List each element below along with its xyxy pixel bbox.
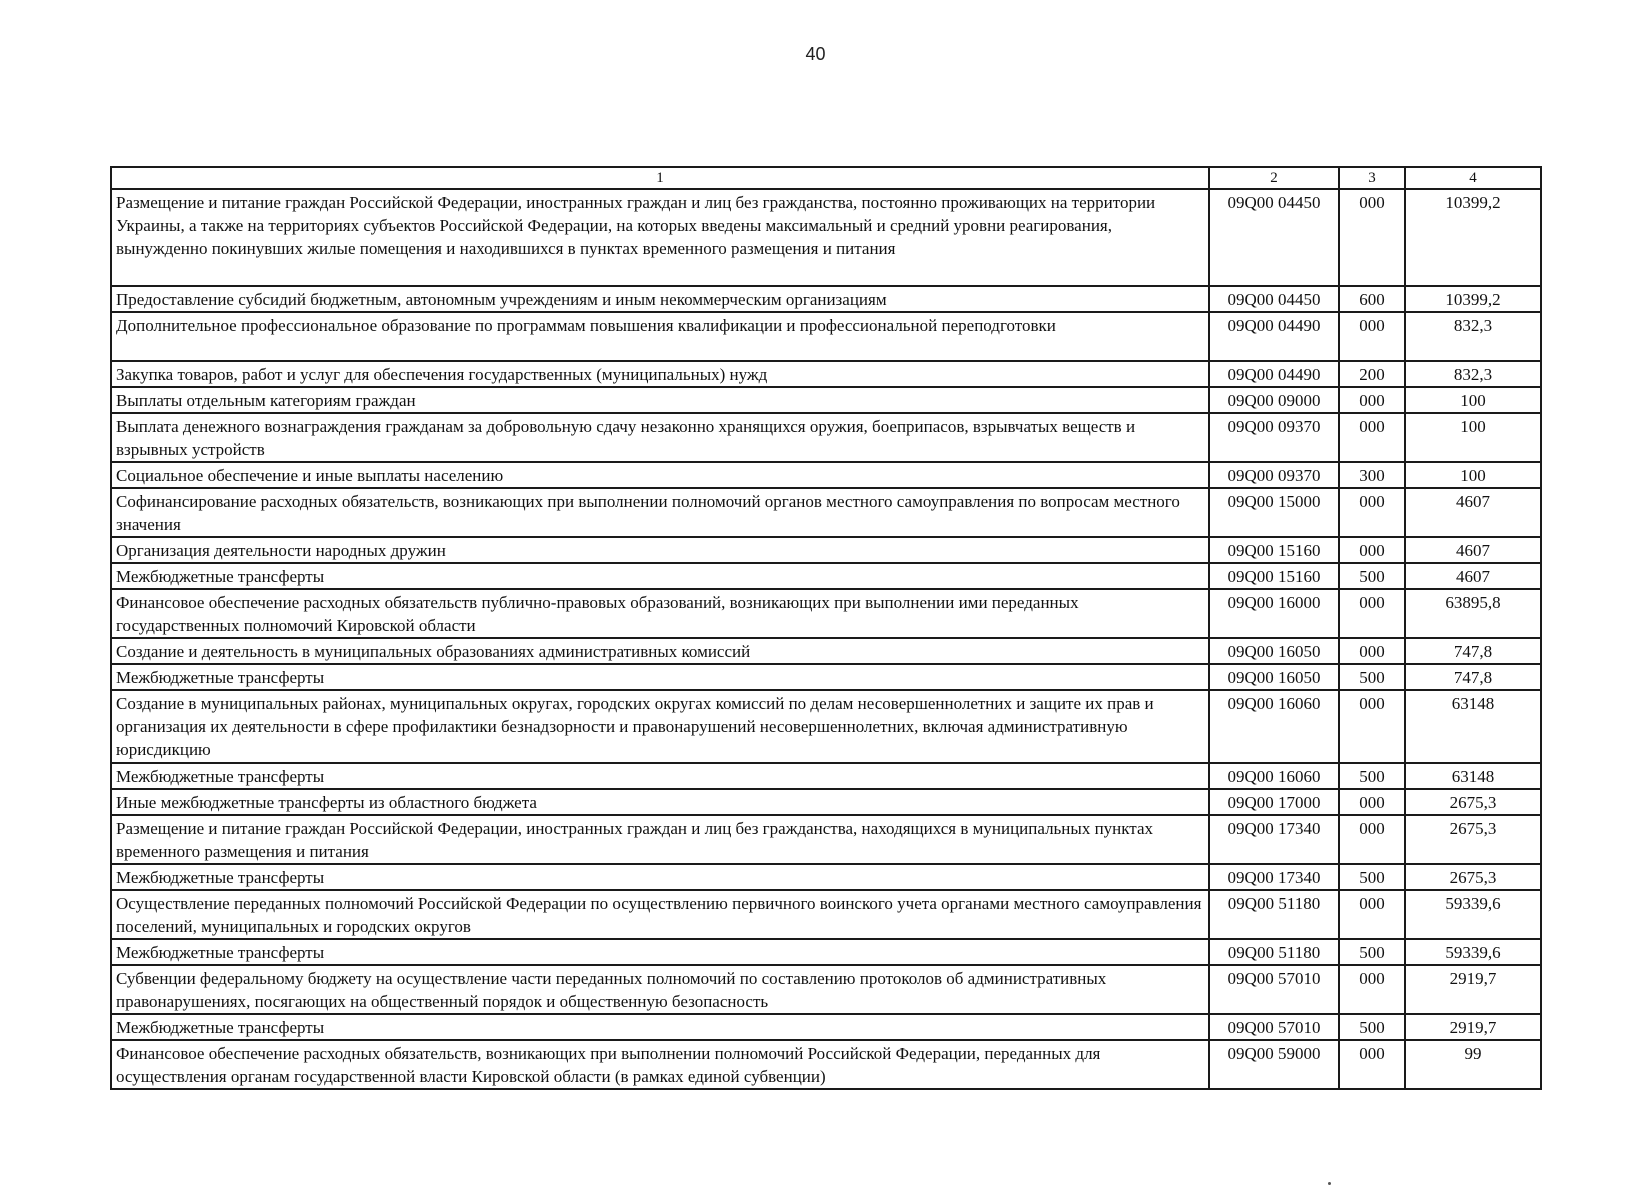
row-kind: 000	[1339, 537, 1405, 563]
row-code: 09Q00 15160	[1209, 563, 1339, 589]
row-amount: 100	[1405, 413, 1541, 462]
row-name: Межбюджетные трансферты	[111, 939, 1209, 965]
row-kind: 000	[1339, 690, 1405, 763]
table-row	[111, 815, 1541, 864]
table-row	[111, 537, 1541, 563]
header-col-3: 3	[1339, 167, 1405, 189]
table-row	[111, 387, 1541, 413]
row-amount: 832,3	[1405, 312, 1541, 361]
table-row	[111, 664, 1541, 690]
row-code: 09Q00 16000	[1209, 589, 1339, 638]
scan-speck	[1328, 1182, 1331, 1185]
row-code: 09Q00 17340	[1209, 815, 1339, 864]
row-name: Дополнительное профессиональное образование по программам повышения квалификации и профессиональной переподготовки	[111, 312, 1209, 361]
header-row	[111, 167, 1541, 189]
table-row	[111, 286, 1541, 312]
row-name: Социальное обеспечение и иные выплаты населению	[111, 462, 1209, 488]
row-name: Закупка товаров, работ и услуг для обеспечения государственных (муниципальных) нужд	[111, 361, 1209, 387]
row-code: 09Q00 04490	[1209, 361, 1339, 387]
row-kind: 500	[1339, 864, 1405, 890]
row-code: 09Q00 16050	[1209, 638, 1339, 664]
row-code: 09Q00 16050	[1209, 664, 1339, 690]
row-amount: 100	[1405, 462, 1541, 488]
row-code: 09Q00 09370	[1209, 413, 1339, 462]
row-code: 09Q00 17340	[1209, 864, 1339, 890]
row-code: 09Q00 57010	[1209, 1014, 1339, 1040]
table-row	[111, 462, 1541, 488]
budget-table-container	[110, 166, 1540, 1090]
row-kind: 000	[1339, 890, 1405, 939]
row-kind: 000	[1339, 312, 1405, 361]
row-kind: 600	[1339, 286, 1405, 312]
row-code: 09Q00 16060	[1209, 763, 1339, 789]
row-amount: 63148	[1405, 690, 1541, 763]
row-code: 09Q00 09370	[1209, 462, 1339, 488]
row-name: Организация деятельности народных дружин	[111, 537, 1209, 563]
row-kind: 300	[1339, 462, 1405, 488]
table-row	[111, 965, 1541, 1014]
row-name: Финансовое обеспечение расходных обязательств публично-правовых образований, возникающих при выполнении ими переданных государственных полномочий Кировской области	[111, 589, 1209, 638]
table-row	[111, 939, 1541, 965]
row-amount: 2919,7	[1405, 1014, 1541, 1040]
row-code: 09Q00 51180	[1209, 890, 1339, 939]
row-amount: 4607	[1405, 563, 1541, 589]
row-name: Субвенции федеральному бюджету на осуществление части переданных полномочий по составлению протоколов об административных правонарушениях, посягающих на общественный порядок и общественную безопасность	[111, 965, 1209, 1014]
row-code: 09Q00 59000	[1209, 1040, 1339, 1089]
row-kind: 000	[1339, 789, 1405, 815]
table-row	[111, 563, 1541, 589]
table-row	[111, 789, 1541, 815]
row-code: 09Q00 04450	[1209, 189, 1339, 286]
table-row	[111, 488, 1541, 537]
table-row	[111, 312, 1541, 361]
table-row	[111, 690, 1541, 763]
row-name: Межбюджетные трансферты	[111, 864, 1209, 890]
row-amount: 2675,3	[1405, 815, 1541, 864]
row-kind: 500	[1339, 939, 1405, 965]
row-name: Межбюджетные трансферты	[111, 664, 1209, 690]
table-row	[111, 1014, 1541, 1040]
row-code: 09Q00 15000	[1209, 488, 1339, 537]
table-row	[111, 763, 1541, 789]
row-code: 09Q00 16060	[1209, 690, 1339, 763]
row-amount: 2919,7	[1405, 965, 1541, 1014]
row-kind: 000	[1339, 488, 1405, 537]
header-col-2: 2	[1209, 167, 1339, 189]
row-kind: 000	[1339, 815, 1405, 864]
row-kind: 000	[1339, 638, 1405, 664]
row-name: Создание в муниципальных районах, муниципальных округах, городских округах комиссий по делам несовершеннолетних и защите их прав и организация их деятельности в сфере профилактики безнадзорности и правонарушений несовершеннолетних, включая административную юрисдикцию	[111, 690, 1209, 763]
row-name: Выплата денежного вознаграждения гражданам за добровольную сдачу незаконно хранящихся оружия, боеприпасов, взрывчатых веществ и взрывных устройств	[111, 413, 1209, 462]
row-name: Осуществление переданных полномочий Российской Федерации по осуществлению первичного воинского учета органами местного самоуправления поселений, муниципальных и городских округов	[111, 890, 1209, 939]
row-kind: 500	[1339, 664, 1405, 690]
row-kind: 000	[1339, 189, 1405, 286]
row-amount: 59339,6	[1405, 939, 1541, 965]
table-row	[111, 1040, 1541, 1089]
row-amount: 747,8	[1405, 664, 1541, 690]
row-kind: 000	[1339, 1040, 1405, 1089]
row-amount: 63895,8	[1405, 589, 1541, 638]
row-amount: 10399,2	[1405, 189, 1541, 286]
row-amount: 2675,3	[1405, 864, 1541, 890]
row-kind: 500	[1339, 563, 1405, 589]
row-code: 09Q00 04450	[1209, 286, 1339, 312]
row-kind: 000	[1339, 387, 1405, 413]
budget-table	[110, 166, 1542, 1090]
row-code: 09Q00 57010	[1209, 965, 1339, 1014]
row-amount: 100	[1405, 387, 1541, 413]
row-amount: 4607	[1405, 537, 1541, 563]
row-amount: 63148	[1405, 763, 1541, 789]
header-col-1: 1	[111, 167, 1209, 189]
row-kind: 000	[1339, 965, 1405, 1014]
row-amount: 832,3	[1405, 361, 1541, 387]
table-row	[111, 361, 1541, 387]
row-amount: 2675,3	[1405, 789, 1541, 815]
row-kind: 500	[1339, 1014, 1405, 1040]
row-name: Размещение и питание граждан Российской Федерации, иностранных граждан и лиц без гражданства, находящихся в муниципальных пунктах временного размещения и питания	[111, 815, 1209, 864]
row-name: Межбюджетные трансферты	[111, 763, 1209, 789]
row-code: 09Q00 17000	[1209, 789, 1339, 815]
row-code: 09Q00 04490	[1209, 312, 1339, 361]
row-amount: 4607	[1405, 488, 1541, 537]
row-amount: 10399,2	[1405, 286, 1541, 312]
table-row	[111, 413, 1541, 462]
row-amount: 59339,6	[1405, 890, 1541, 939]
row-kind: 000	[1339, 589, 1405, 638]
header-col-4: 4	[1405, 167, 1541, 189]
row-name: Размещение и питание граждан Российской Федерации, иностранных граждан и лиц без гражданства, постоянно проживающих на территории Украины, а также на территориях субъектов Российской Федерации, на которых введены максимальный и средний уровни реагирования, вынужденно покинувших жилые помещения и находившихся в пунктах временного размещения и питания	[111, 189, 1209, 286]
table-row	[111, 890, 1541, 939]
row-code: 09Q00 15160	[1209, 537, 1339, 563]
row-name: Предоставление субсидий бюджетным, автономным учреждениям и иным некоммерческим организациям	[111, 286, 1209, 312]
row-name: Финансовое обеспечение расходных обязательств, возникающих при выполнении полномочий Российской Федерации, переданных для осуществления органам государственной власти Кировской области (в рамках единой субвенции)	[111, 1040, 1209, 1089]
row-name: Софинансирование расходных обязательств, возникающих при выполнении полномочий органов местного самоуправления по вопросам местного значения	[111, 488, 1209, 537]
row-kind: 500	[1339, 763, 1405, 789]
row-amount: 747,8	[1405, 638, 1541, 664]
row-kind: 200	[1339, 361, 1405, 387]
table-row	[111, 864, 1541, 890]
row-code: 09Q00 09000	[1209, 387, 1339, 413]
row-name: Межбюджетные трансферты	[111, 563, 1209, 589]
table-row	[111, 638, 1541, 664]
table-row	[111, 189, 1541, 286]
row-name: Выплаты отдельным категориям граждан	[111, 387, 1209, 413]
row-name: Создание и деятельность в муниципальных образованиях административных комиссий	[111, 638, 1209, 664]
row-kind: 000	[1339, 413, 1405, 462]
row-amount: 99	[1405, 1040, 1541, 1089]
page-number: 40	[805, 44, 826, 64]
row-name: Межбюджетные трансферты	[111, 1014, 1209, 1040]
table-row	[111, 589, 1541, 638]
row-name: Иные межбюджетные трансферты из областного бюджета	[111, 789, 1209, 815]
row-code: 09Q00 51180	[1209, 939, 1339, 965]
